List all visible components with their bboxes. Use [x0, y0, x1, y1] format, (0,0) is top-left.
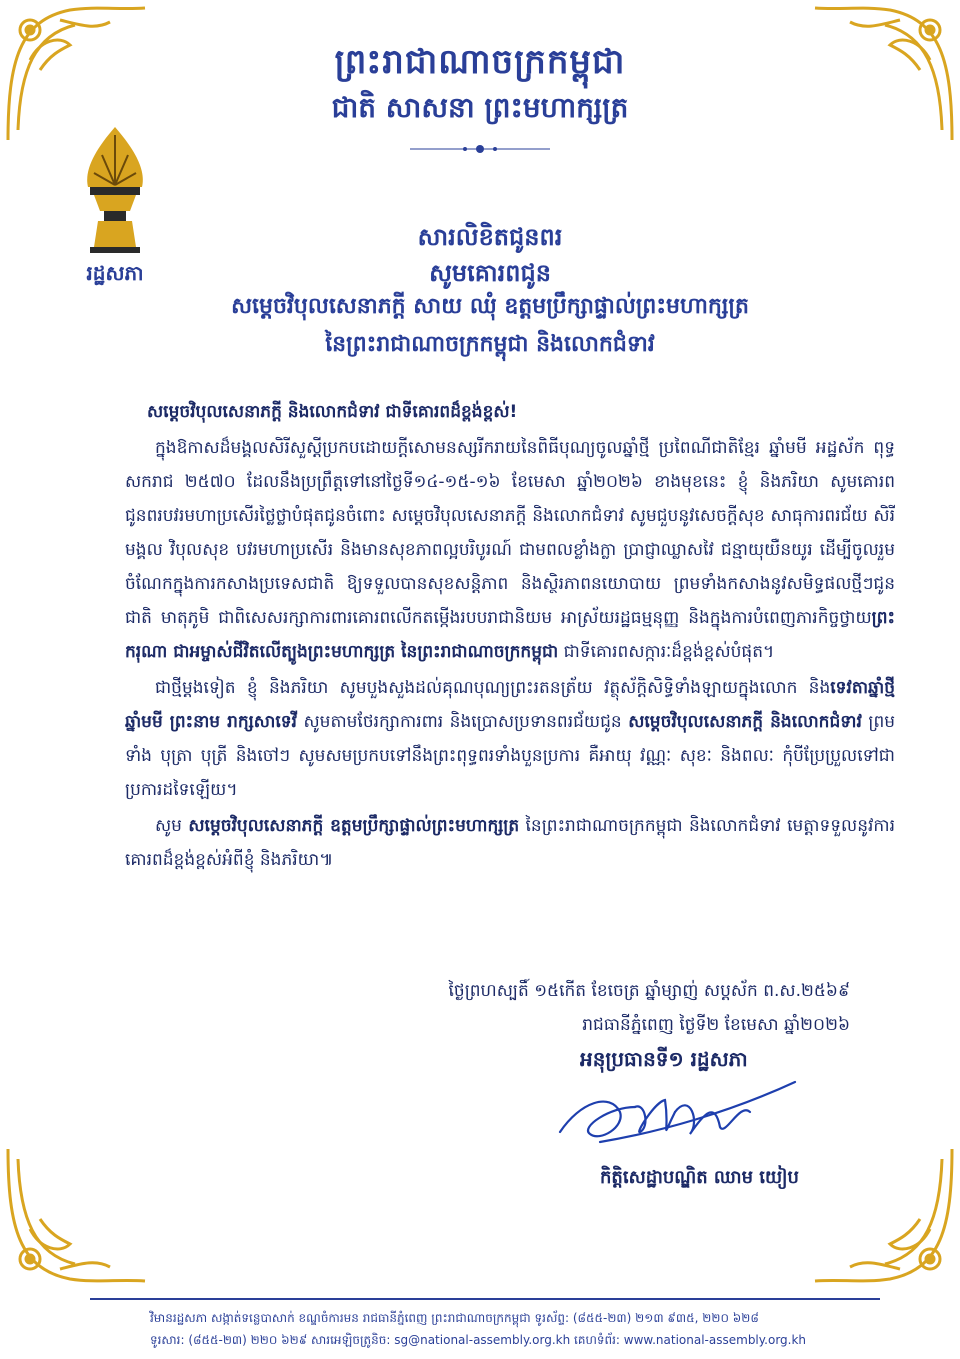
- paragraph-2: [125, 671, 895, 807]
- paragraph-3-start: សូម: [155, 816, 189, 836]
- paragraph-2-mid: សូមតាមថែរក្សាការពារ និងប្រោសប្រទានពរជ័យជូន: [296, 712, 629, 732]
- corner-ornament-top-right: [810, 0, 960, 150]
- letter-body: [125, 395, 895, 877]
- paragraph-3: [125, 809, 895, 877]
- paragraph-3-end: នៃព្រះរាជាណាចក្រកម្ពុជា និងលោកជំទាវ មេត្តាទទួលនូវការគោរពដ៏ខ្ពង់ខ្ពស់អំពីខ្ញុំ និងភរិយា៕: [125, 816, 895, 870]
- national-motto: ជាតិ សាសនា ព្រះមហាក្សត្រ: [331, 91, 629, 124]
- handwritten-signature-icon: [540, 1072, 810, 1162]
- paragraph-1: [125, 431, 895, 669]
- recipient-heading-continued: នៃព្រះរាជាណាចក្រកម្ពុជា និងលោកជំទាវ: [325, 332, 655, 357]
- corner-ornament-bottom-right: [810, 1139, 960, 1289]
- paragraph-3-bold: សម្តេចវិបុលសេនាភក្តី ឧត្តមប្រឹក្សាផ្ទាល់ព្រះមហាក្សត្រ: [188, 816, 520, 836]
- paragraph-1-end: ជាទីគោរពសក្ការៈដ៏ខ្ពង់ខ្ពស់បំផុត។: [558, 642, 775, 662]
- paragraph-1-bold: ព្រះករុណា ជាអម្ចាស់ជីវិតលើត្បូងព្រះមហាក្សត្រ នៃព្រះរាជាណាចក្រកម្ពុជា: [125, 608, 895, 662]
- divider-ornament: [410, 140, 550, 158]
- paragraph-2-bold-2: សម្តេចវិបុលសេនាភក្តី និងលោកជំទាវ: [628, 712, 862, 732]
- corner-ornament-bottom-left: [0, 1139, 150, 1289]
- emblem-caption: រដ្ឋសភា: [86, 261, 144, 285]
- paragraph-2-end: ព្រមទាំង បុត្រា បុត្រី និងចៅៗ សូមសមប្រកបទៅនឹងព្រះពុទ្ធពរទាំងបួនប្រការ គឺអាយុ វណ្ណៈ សុខៈ និងពលៈ កុំបីប្រែប្រួលទៅជាប្រការដទៃឡើយ។: [125, 712, 896, 800]
- recipient-heading: សម្តេចវិបុលសេនាភក្តី សាយ ឈុំ ឧត្តមប្រឹក្សាផ្ទាល់ព្រះមហាក្សត្រ: [231, 294, 749, 319]
- footer-contact: ទូរសារ: (៨៥៥-២៣) ២២០ ៦២៩ សារអេឡិចត្រូនិច: sg@national-assembly.org.kh គេហទំព័រ: www.national-assembly.org.kh: [150, 1333, 807, 1347]
- footer-address: វិមានរដ្ឋសភា សង្កាត់ទន្លេបាសាក់ ខណ្ឌចំការមន រាជធានីភ្នំពេញ ព្រះរាជាណាចក្រកម្ពុជា ទូរស័ព្ទ: (៨៥៥-២៣) ២១៣ ៩៣៥, ២២០ ៦២៨: [150, 1311, 759, 1325]
- kingdom-title: ព្រះរាជាណាចក្រកម្ពុជា: [334, 42, 626, 82]
- footer-divider: [90, 1298, 880, 1300]
- paragraph-1-text: ក្នុងឱកាសដ៏មង្គលសិរីសួស្តីប្រកបដោយក្តីសោមនស្សរីករាយនៃពិធីបុណ្យចូលឆ្នាំថ្មី ប្រពៃណីជាតិខ្មែរ ឆ្នាំមមី អដ្ឋស័ក ពុទ្ធសករាជ ២៥៧០ ដែលនឹងប្រព្រឹត្តទៅនៅថ្ងៃទី១៤-១៥-១៦ ខែមេសា ឆ្នាំ២០២៦ ខាងមុខនេះ ខ្ញុំ និងភរិយា សូមគោរពជូនពរបវរមហាប្រសើរថ្លៃថ្លាបំផុតជូនចំពោះ សម្តេចវិបុលសេនាភក្តី និងលោកជំទាវ សូមជួបនូវសេចក្តីសុខ សាធុការពរជ័យ សិរីមង្គល វិបុលសុខ បវរមហាប្រសើរ និងមានសុខភាពល្អបរិបូរណ៍ ជាមពលខ្លាំងក្លា ប្រាជ្ញាឈ្លាសវៃ ជន្មាយុយឺនយូរ ដើម្បីចូលរួមចំណែកក្នុងការកសាងប្រទេសជាតិ ឱ្យទទួលបានសុខសន្តិភាព និងស្ថិរភាពនយោបាយ ព្រមទាំងកសាងនូវសមិទ្ធផលថ្មីៗជូនជាតិ មាតុភូមិ ជាពិសេសរក្សាការពារគោរពលើកតម្កើងរបបរាជានិយម អាស្រ័យរដ្ឋធម្មនុញ្ញ និងក្នុងការបំពេញភារកិច្ចថ្វាយ: [125, 438, 895, 628]
- paragraph-2-start: ជាថ្មីម្តងទៀត ខ្ញុំ និងភរិយា សូមបួងសួងដល់គុណបុណ្យព្រះរតនត្រ័យ វត្ថុស័ក្តិសិទ្ធិទាំងឡាយក្នុងលោក និង: [155, 678, 831, 698]
- paragraph-2-bold-1: ទេវតាឆ្នាំថ្មី ឆ្នាំមមី ព្រះនាម រាក្សសាទេវី: [125, 678, 895, 732]
- solar-date: រាជធានីភ្នំពេញ ថ្ងៃទី២ ខែមេសា ឆ្នាំ២០២៦: [582, 1015, 850, 1035]
- signer-name: កិត្តិសេដ្ឋាបណ្ឌិត ឈាម យៀប: [600, 1167, 799, 1188]
- letter-type-heading: សារលិខិតជូនពរ: [417, 223, 563, 251]
- salutation-heading: សូមគោរពជូន: [429, 259, 551, 287]
- signer-position: អនុប្រធានទី១ រដ្ឋសភា: [580, 1047, 748, 1071]
- lunar-date: ថ្ងៃព្រហស្បតិ៍ ១៥កើត ខែចេត្រ ឆ្នាំម្សាញ់ សប្តស័ក ព.ស.២៥៦៩: [448, 981, 850, 1001]
- greeting: សម្តេចវិបុលសេនាភក្តី និងលោកជំទាវ ជាទីគោរពដ៏ខ្ពង់ខ្ពស់!: [147, 402, 518, 422]
